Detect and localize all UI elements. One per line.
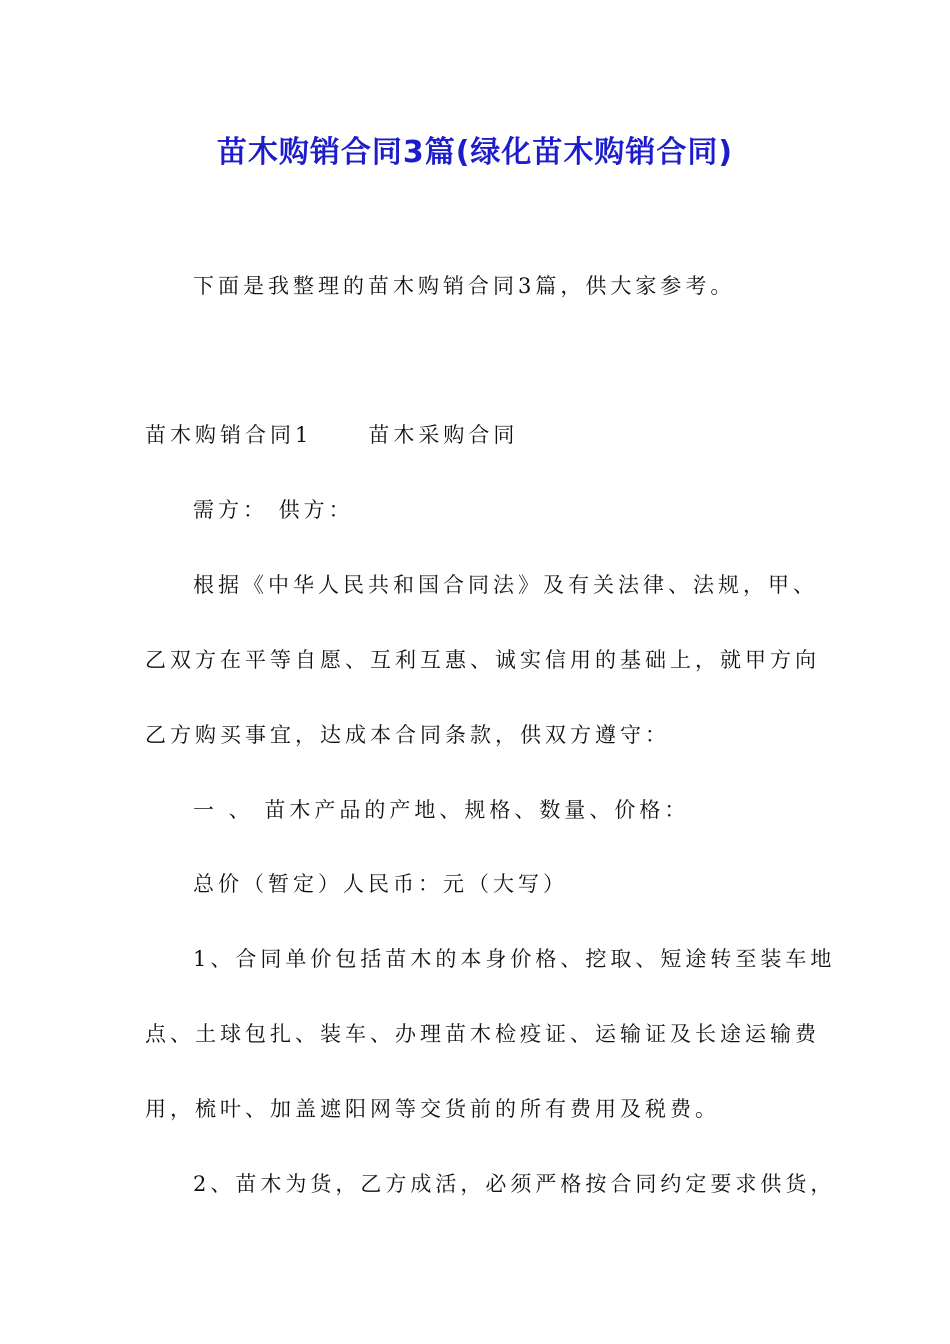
paragraph-line: 乙方购买事宜，达成本合同条款，供双方遵守： (145, 723, 670, 747)
paragraph-line: 一 、 苗木产品的产地、规格、数量、价格： (193, 798, 690, 822)
paragraph-line: 根据《中华人民共和国合同法》及有关法律、法规，甲、 (193, 573, 818, 597)
paragraph-line: 用，梳叶、加盖遮阳网等交货前的所有费用及税费。 (145, 1097, 720, 1121)
paragraph-line: 2、苗木为货，乙方成活，必须严格按合同约定要求供货， (193, 1172, 836, 1196)
document-title: 苗木购销合同3篇(绿化苗木购销合同) (216, 135, 734, 170)
section-heading-number: 苗木购销合同1 (145, 423, 313, 447)
paragraph-line: 总价（暂定）人民币：元（大写） (193, 872, 568, 896)
section-heading-subtitle: 苗木采购合同 (368, 423, 519, 447)
paragraph-line: 需方： 供方： (193, 498, 354, 522)
paragraph-line: 1、合同单价包括苗木的本身价格、挖取、短途转至装车地 (193, 947, 836, 971)
paragraph-line: 乙双方在平等自愿、互利互惠、诚实信用的基础上，就甲方向 (145, 648, 820, 672)
paragraph-line: 点、土球包扎、装车、办理苗木检疫证、运输证及长途运输费 (145, 1022, 820, 1046)
intro-paragraph: 下面是我整理的苗木购销合同3篇，供大家参考。 (193, 274, 736, 298)
section-heading (145, 420, 518, 450)
